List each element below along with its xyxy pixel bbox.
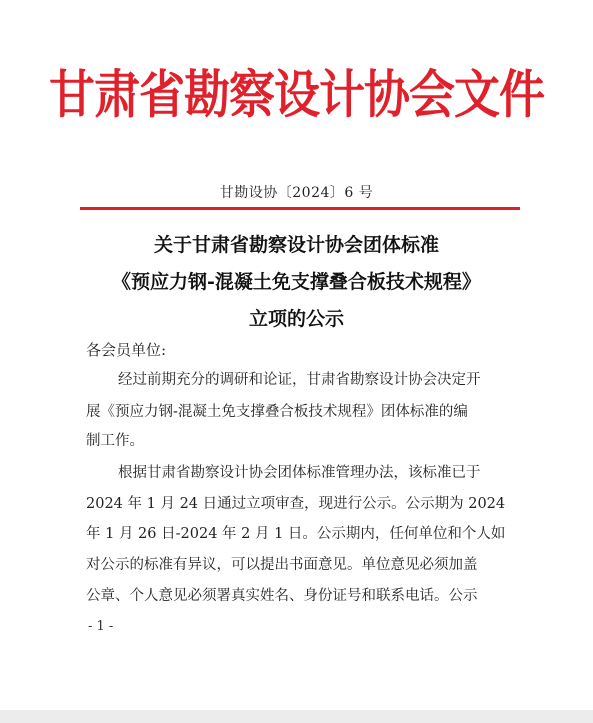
paragraph-2-line: 公章、个人意见必须署真实姓名、身份证号和联系电话。公示 — [86, 588, 478, 604]
paragraph-2-line: 根据甘肃省勘察设计协会团体标准管理办法，该标准已于 — [118, 465, 481, 481]
page-number: - 1 - — [88, 619, 114, 634]
paragraph-1-line: 展《预应力钢-混凝土免支撑叠合板技术规程》团体标准的编 — [86, 404, 468, 420]
paragraph-1-line: 经过前期充分的调研和论证，甘肃省勘察设计协会决定开 — [118, 372, 481, 388]
paragraph-2-line: 年 1 月 26 日-2024 年 2 月 1 日。公示期内，任何单位和个人如 — [86, 526, 506, 542]
salutation: 各会员单位: — [86, 341, 167, 359]
masthead-title: 甘肃省勘察设计协会文件 — [49, 64, 544, 125]
paragraph-2-line: 2024 年 1 月 24 日通过立项审查，现进行公示。公示期为 2024 — [86, 496, 506, 512]
notice-title-line-1: 关于甘肃省勘察设计协会团体标准 — [153, 234, 439, 256]
notice-title-line-2: 《预应力钢-混凝土免支撑叠合板技术规程》 — [112, 271, 481, 293]
paragraph-2-line: 对公示的标准有异议，可以提出书面意见。单位意见必须加盖 — [86, 557, 478, 573]
red-divider-line — [80, 207, 520, 210]
page-bottom-edge — [0, 710, 593, 723]
paragraph-1-line: 制工作。 — [86, 433, 144, 449]
document-number: 甘勘设协〔2024〕6 号 — [219, 185, 374, 201]
notice-title-line-3: 立项的公示 — [248, 308, 344, 330]
